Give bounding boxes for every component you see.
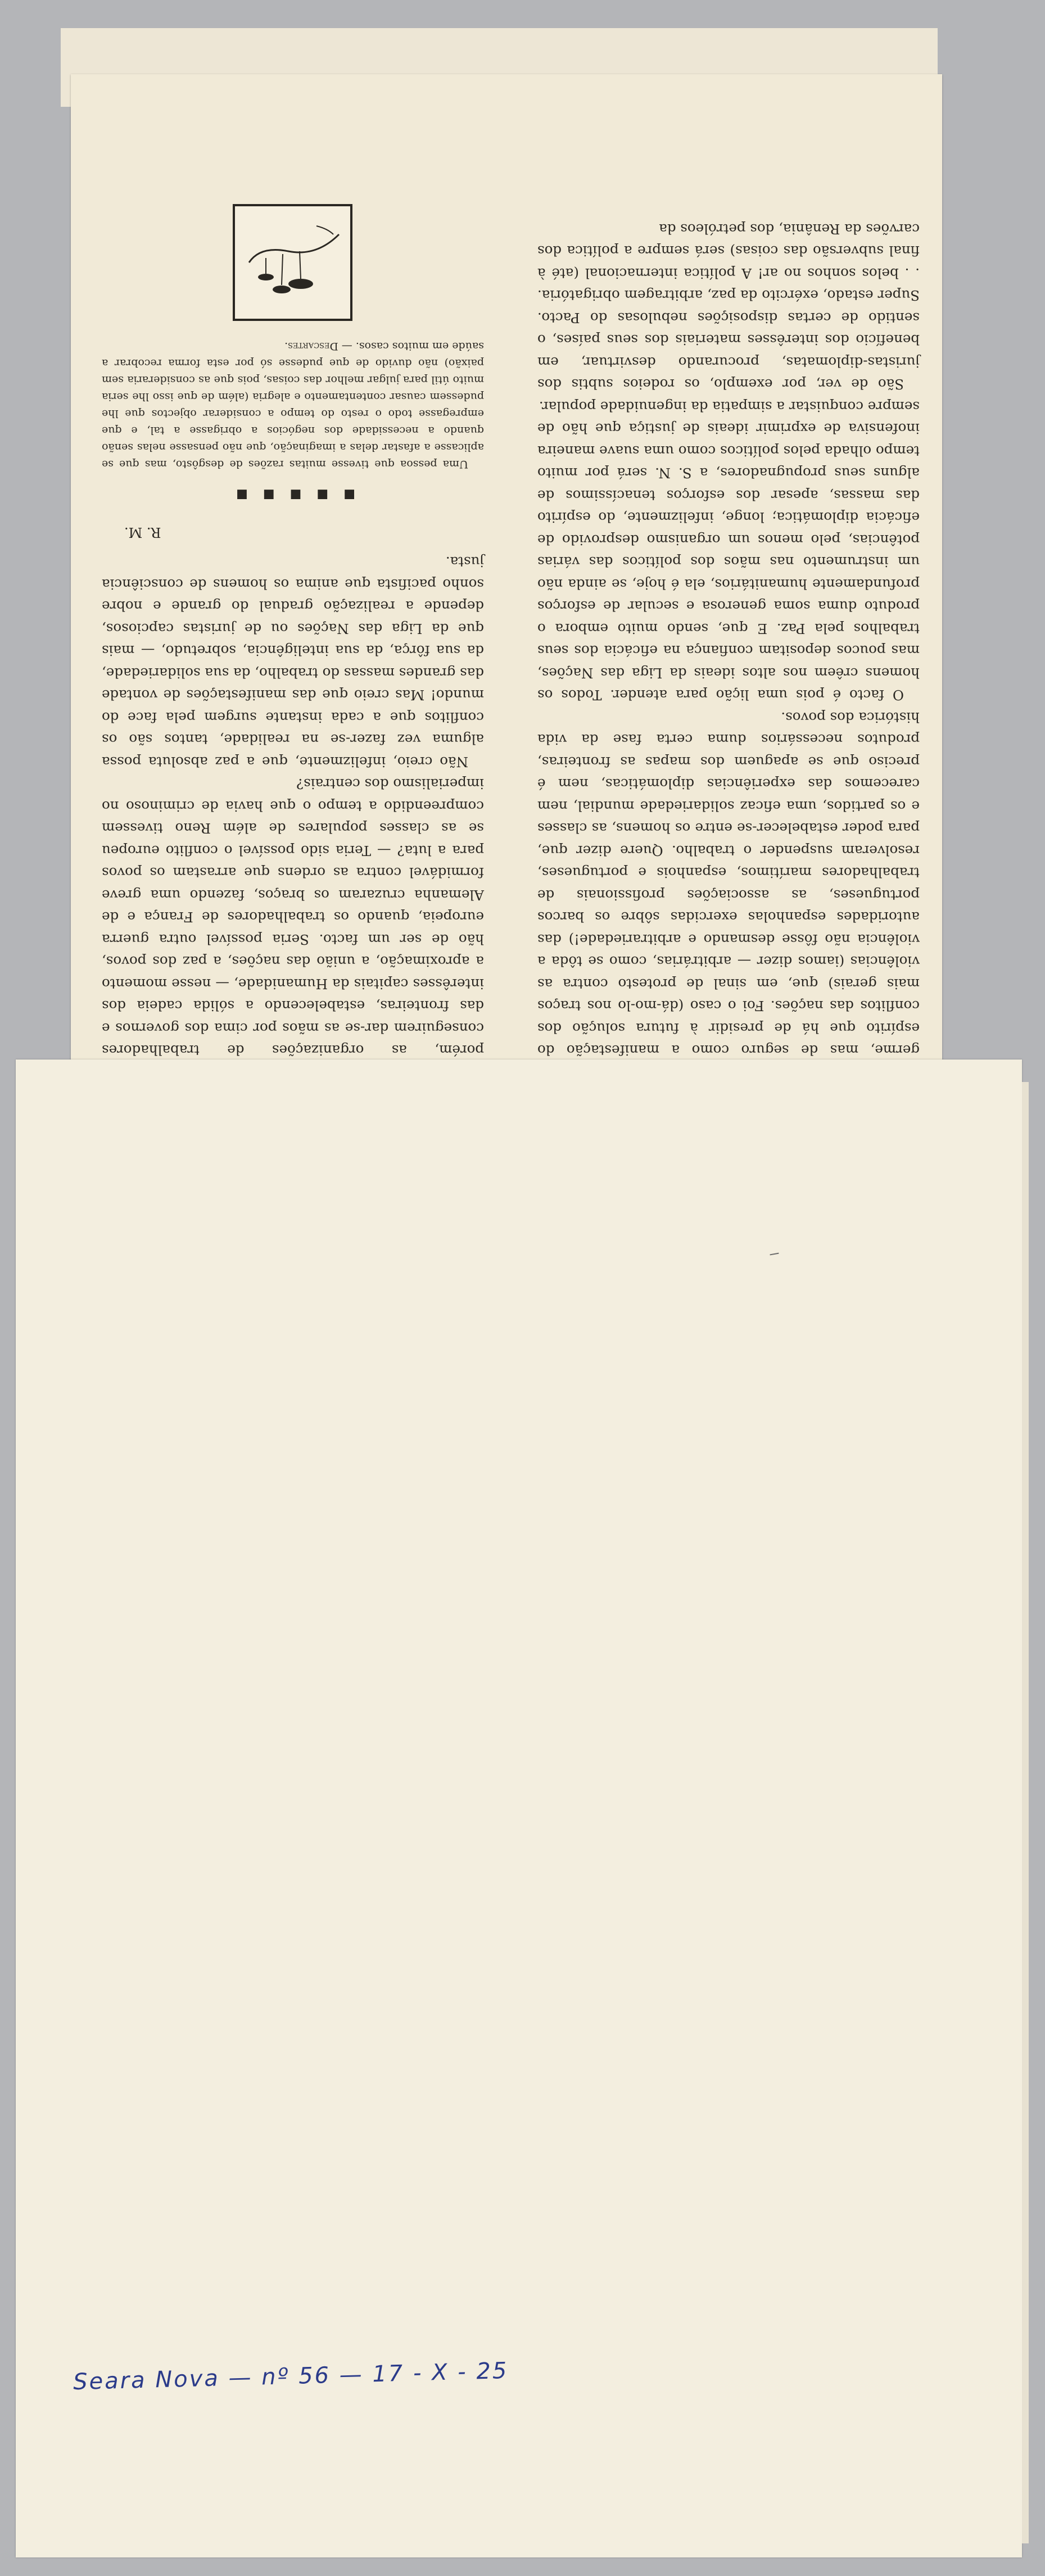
section-ornament: ■ ■ ■ ■ ■ — [230, 488, 355, 502]
vignette-drawing — [240, 211, 351, 319]
paragraph: São de ver, por exemplo, os rodeios subtis dos juristas-diplomatas, procurando desvirtuar, em benefício dos interêsses materiais dos seus países, o sentido de certas disposições nebulosas do Pacto. Super estado, exército da paz, arbitragem obrigatória. . . belos sonhos no ar! A política internacional (até à final subversão das coisas) será sempre a política dos carvões da Renânia, dos petróleos da — [537, 221, 920, 393]
mounting-board — [16, 1060, 1022, 2557]
quote-text: Uma pessoa que tivesse muitas razões de desgôsto, mas que se aplicasse a afastar delas a imaginação, que não pensasse nelas senão quando a necessidade dos negócios a obrigasse a tal, e que empregasse todo o resto do tempo a considerar objectos que lhe pudessem causar contentamento e alegria (além de que isso lhe seria muito útil para julgar melhor das coisas, pois que as consideraria sem paixão) não duvido de que pudesse só por esta forma recobrar a saúde em muitos casos. — Descartes. — [102, 340, 484, 470]
paragraph: germe, mas de seguro como a manifestação do espírito que há de presidir à futura solução dos conflitos das nações. Foi o caso (dá-mo-lo nos traços mais gerais) que, em sinal de protesto contra as violências (iamos dizer — arbitrárias, como se tôda a violência não fôsse desmando e arbitrariedade!) das autoridades espanholas exercidas sôbre os barcos portugueses, as associações profissionais de trabalhadores marítimos, espanhois e portugueses, resolveram suspender o trabalho. Quere dizer que, para poder estabelecer-se entre os homens, as classes e os partidos, uma eficaz solidariedade mundial, nem carecemos das experiências diplomáticas, nem é preciso que se apaguem dos mapas as fronteiras, produtos necessários duma certa fase da vida histórica dos povos. — [537, 709, 920, 1059]
paragraph: O facto é pois uma lição para atender. Todos os homens crêem nos altos ideais da Liga das Nações, mas poucos depositam confiança na eficácia dos seus trabalhos pela Paz. E que, sendo muito embora o produto duma soma generosa e secular de esforços profundamente humanitários, ela é hoje, se ainda não um instrumento nas mãos dos políticos das várias potências, pelo menos um organismo desprovido de eficácia diplomática; longe, infelizmente, do espírito das massas, apesar dos esforços tenacíssimos de alguns seus propugnadores, a S. N. será por muito tempo olhada pelos políticos como uma suave maneira inofensiva de exprimir ideais de justiça que hão de sempre conquistar a simpatia da ingenuidade popular. — [537, 399, 920, 704]
article-column-left — [537, 218, 920, 1129]
handwritten-archive-note: Seara Nova — nº 56 — 17 - X - 25 — [73, 2357, 509, 2396]
paragraph: Não creio, infelizmente, que a paz absoluta possa alguma vez fazer-se na realidade, tantos são os conflitos que a cada instante surgem pela face do mundo! Mas creio que das manifestações de vontade das grandes massas do trabalho, da sua solidariedade, da sua fôrça, da sua inteligência, sobretudo, — mais que da Liga das Nações ou de juristas capciosos, depende a realização gradual do grande e nobre sonho pacifista que anima os homens de consciência justa. — [102, 554, 484, 770]
paragraph: porém, as organizações de trabalhadores conseguirem dar-se as mãos por cima dos governos e das fronteiras, estabelecendo a sólida cadeia dos interêsses capitais da Humanidade, — nesse momento a aproximação, a união das nações, a paz dos povos, hão de ser um facto. Seria possível outra guerra europeia, quando os trabalhadores de França e de Alemanha cruzaram os braços, fazendo uma greve formidável contra as ordens que arrastam os povos para a luta? — Teria sido possível o conflito europeu se as classes populares de além Reno tivessem compreendido a tempo o que havia de criminoso no imperialismo dos centrais? — [102, 776, 484, 1059]
quote-source: — Descartes. — [284, 340, 352, 352]
article-column-right — [102, 204, 484, 1128]
author-signature: R. M. — [124, 524, 161, 540]
vignette-illustration — [233, 204, 353, 321]
